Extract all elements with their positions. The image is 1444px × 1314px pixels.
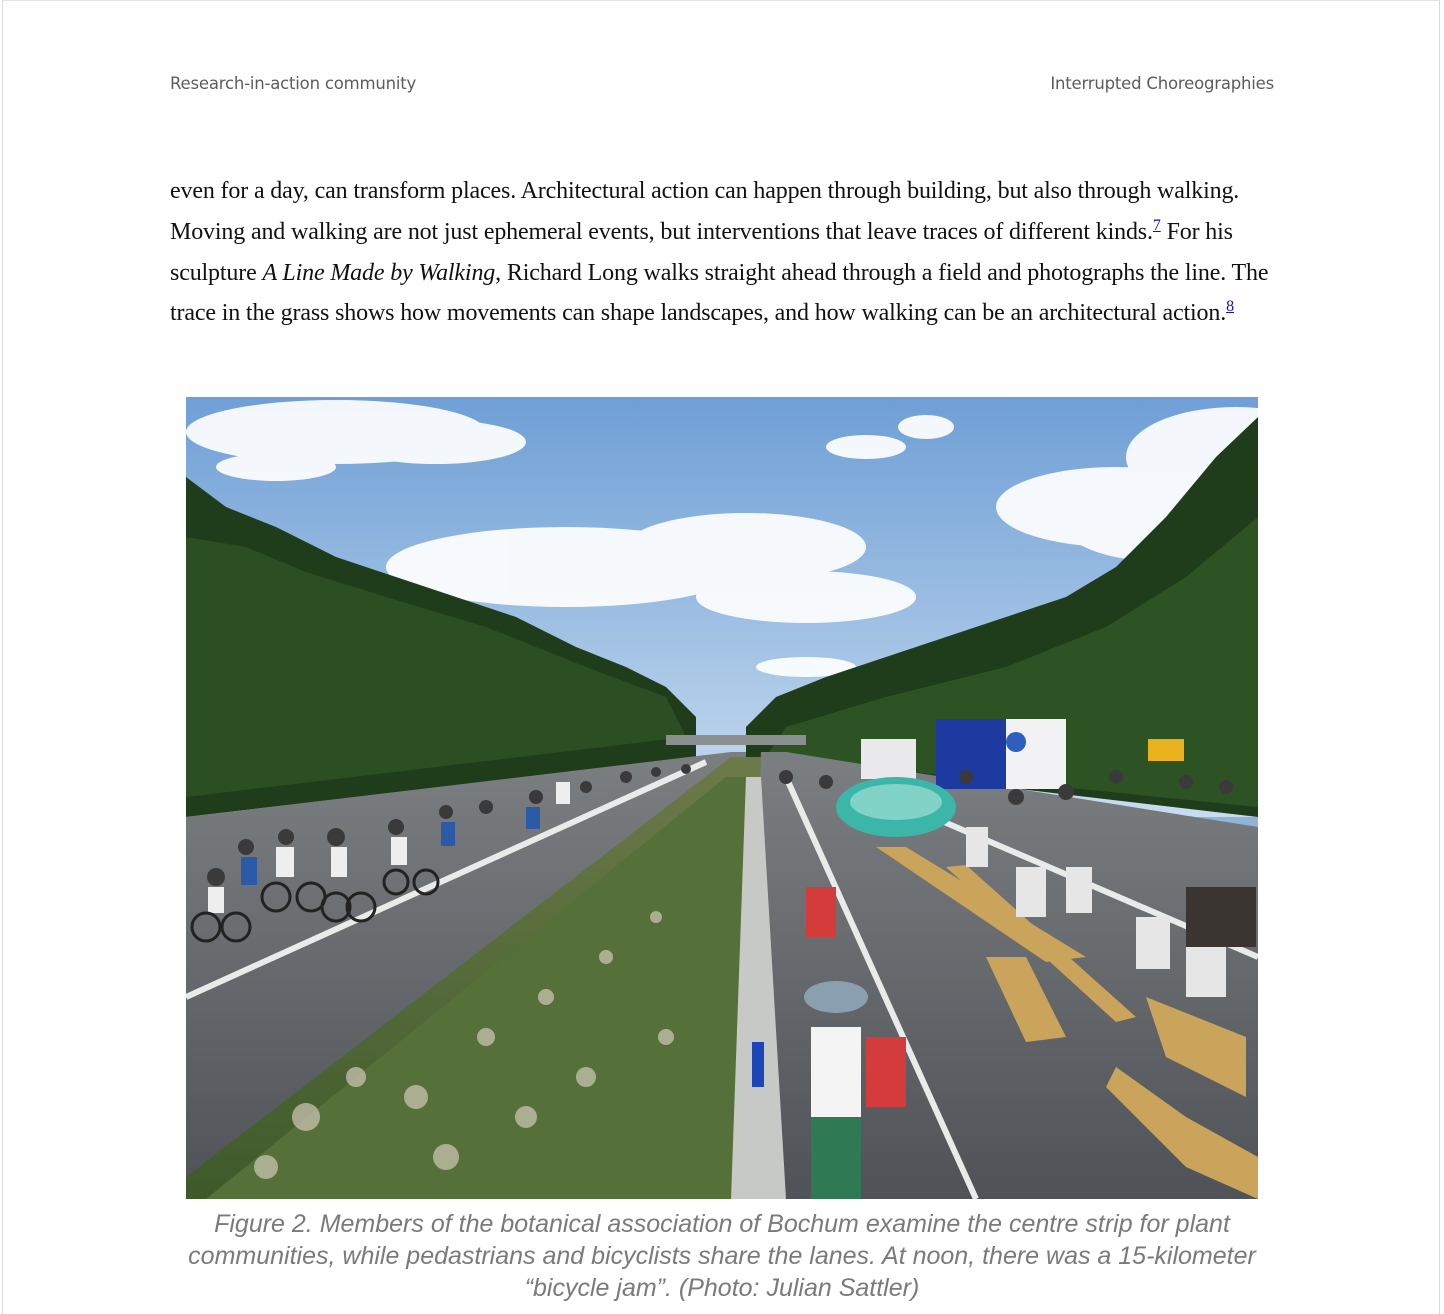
distant-bridge bbox=[666, 735, 806, 745]
running-header bbox=[170, 74, 1274, 98]
body-text-part-3: , Richard Long walks straight ahead through a field and photographs the line. The trace in the grass shows how movements can shape landscapes, and how walking can be an architectural action. bbox=[170, 259, 1269, 327]
motorway-festival-photo bbox=[186, 397, 1258, 1199]
botanist-shirt bbox=[811, 1027, 861, 1117]
footnote-ref-7[interactable] bbox=[1153, 217, 1161, 234]
figure-caption: Figure 2. Members of the botanical association of Bochum examine the centre strip for plant communities, while pedastrians and bicyclists share the lanes. At noon, there was a 15-kilometer “bicycle jam”. (Photo: Julian Sattler) bbox=[188, 1210, 1256, 1302]
body-text-part-2: For his sculpture bbox=[170, 218, 1233, 286]
sun-hat bbox=[804, 981, 868, 1013]
footnote-link-7[interactable]: 7 bbox=[1152, 216, 1161, 234]
body-paragraph bbox=[170, 171, 1280, 334]
header-community-title: Research-in-action community bbox=[170, 74, 417, 93]
header-document-title: Interrupted Choreographies bbox=[1050, 74, 1274, 93]
artwork-title: A Line Made by Walking bbox=[262, 259, 496, 286]
figure-photo bbox=[186, 397, 1258, 1199]
botanist-trousers bbox=[811, 1117, 861, 1199]
body-text-part-1: even for a day, can transform places. Architectural action can happen through building, but also through walking. Moving and walking are not just ephemeral events, but interventions that leave traces of different kinds. bbox=[170, 178, 1240, 245]
small-van bbox=[861, 739, 916, 779]
footnote-link-8[interactable]: 8 bbox=[1226, 298, 1234, 316]
road-sign bbox=[1148, 739, 1184, 761]
water-bottle bbox=[752, 1042, 764, 1087]
footnote-ref-8[interactable] bbox=[1226, 298, 1234, 315]
